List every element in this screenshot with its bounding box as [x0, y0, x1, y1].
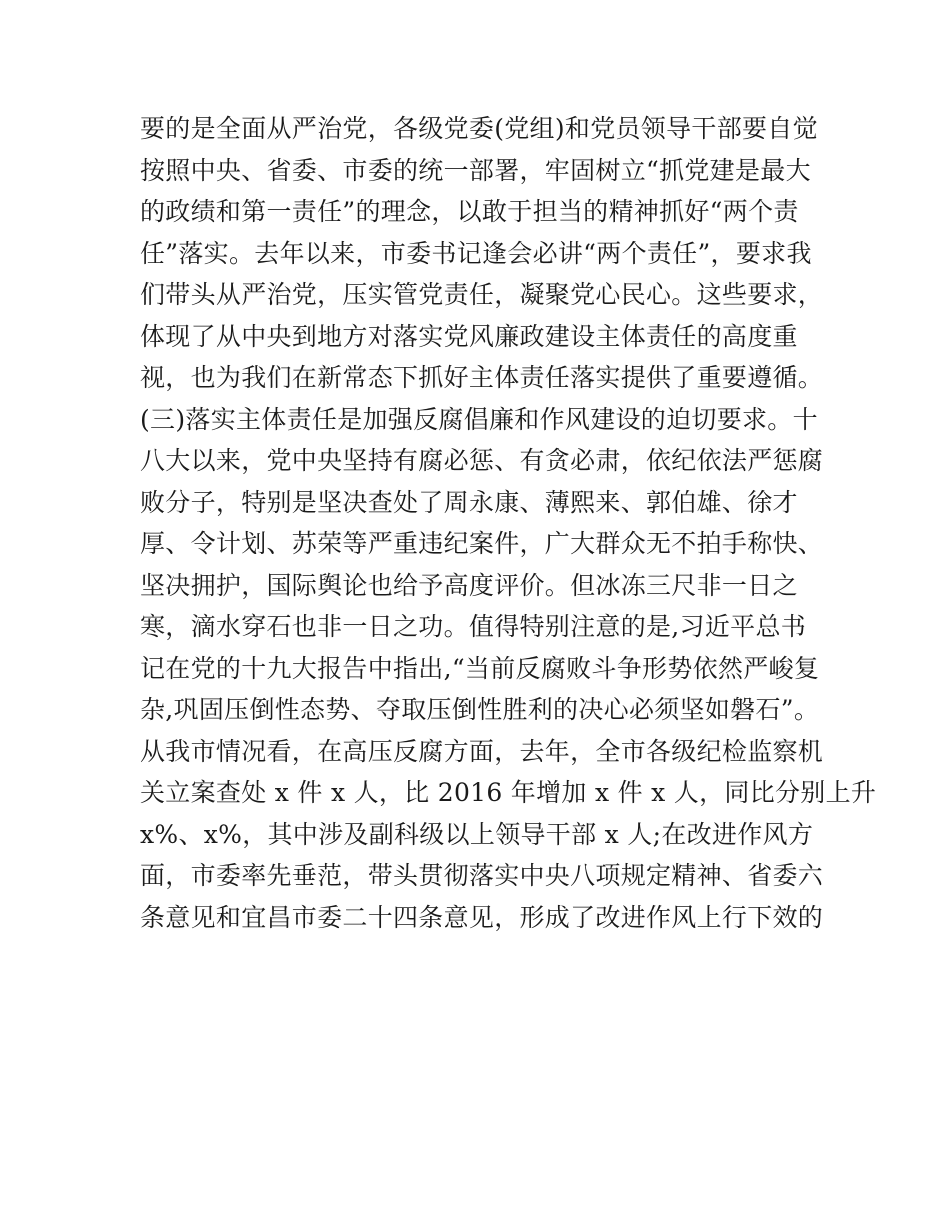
- text-line: 坚决拥护，国际舆论也给予高度评价。但冰冻三尺非一日之: [140, 570, 798, 600]
- body-text: [140, 108, 877, 938]
- text-line: 们带头从严治党，压实管党责任，凝聚党心民心。这些要求，: [140, 280, 824, 309]
- text-line: (三)落实主体责任是加强反腐倡廉和作风建设的迫切要求。十: [140, 404, 818, 434]
- text-line: 体现了从中央到地方对落实党风廉政建设主体责任的高度重: [140, 321, 798, 351]
- text-line: 视，也为我们在新常态下抓好主体责任落实提供了重要遵循。: [140, 363, 824, 392]
- text-line: 八大以来，党中央坚持有腐必惩、有贪必肃，依纪依法严惩腐: [140, 446, 824, 475]
- text-line: 任”落实。去年以来，市委书记逢会必讲“两个责任”，要求我: [140, 238, 812, 268]
- text-line: 按照中央、省委、市委的统一部署，牢固树立“抓党建是最大: [140, 155, 811, 185]
- text-line: x%、x%，其中涉及副科级以上领导干部 x 人;在改进作风方: [140, 819, 814, 849]
- text-line: 面，市委率先垂范，带头贯彻落实中央八项规定精神、省委六: [140, 861, 824, 890]
- text-line: 的政绩和第一责任”的理念，以敢于担当的精神抓好“两个责: [140, 197, 799, 226]
- text-line: 条意见和宜昌市委二十四条意见，形成了改进作风上行下效的: [140, 902, 824, 932]
- text-line: 记在党的十九大报告中指出,“当前反腐败斗争形势依然严峻复: [140, 653, 820, 683]
- text-line: 要的是全面从严治党，各级党委(党组)和党员领导干部要自觉: [140, 114, 818, 143]
- text-line: 厚、令计划、苏荣等严重违纪案件，广大群众无不拍手称快、: [140, 529, 824, 558]
- text-line: 败分子，特别是坚决查处了周永康、薄熙来、郭伯雄、徐才: [140, 487, 798, 517]
- text-line: 关立案查处 x 件 x 人，比 2016 年增加 x 件 x 人，同比分别上升: [140, 778, 877, 807]
- text-line: 寒，滴水穿石也非一日之功。值得特别注意的是,习近平总书: [140, 612, 807, 641]
- text-line: 从我市情况看，在高压反腐方面，去年，全市各级纪检监察机: [140, 736, 824, 766]
- text-line: 杂,巩固压倒性态势、夺取压倒性胜利的决心必须坚如磐石”。: [140, 695, 820, 724]
